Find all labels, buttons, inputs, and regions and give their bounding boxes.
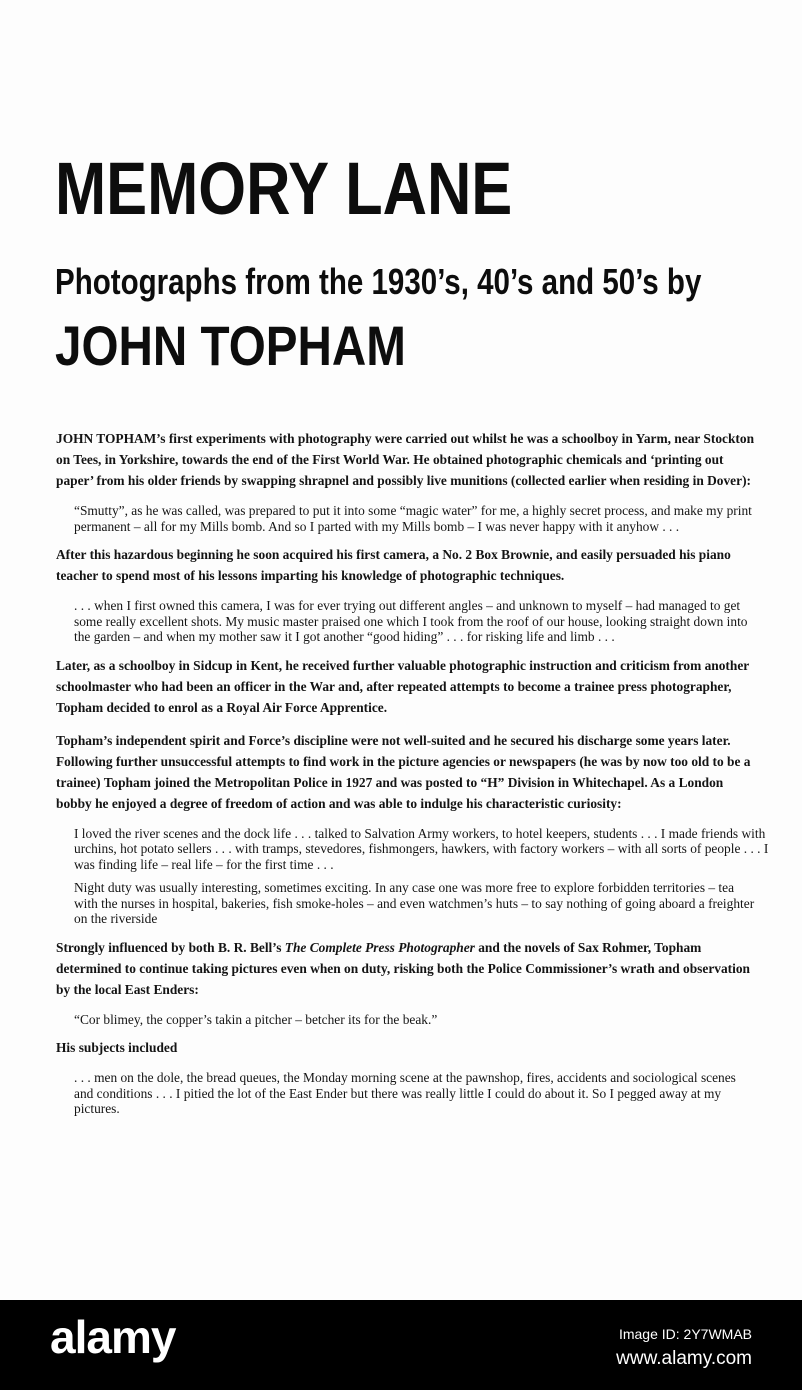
quote-camera-angles: . . . when I first owned this camera, I was for ever trying out different angles – and unknown to myself – had managed to get some really excellent shots. My music master praised one which I took from the roof of our house, looking straight down into the garden – and when my mother saw it I got another “good hiding” . . . for risking life and limb . . . xyxy=(74,598,748,644)
quote-river-scenes: I loved the river scenes and the dock life . . . talked to Salvation Army workers, to hotel keepers, students . . . I made friends with urchins, hot potato sellers . . . with tramps, stevedores, fishmongers, hawkers, with factory workers – with all sorts of people . . . I was finding life – real life – for the first time . . . xyxy=(74,825,769,872)
quote-cor-blimey: “Cor blimey, the copper’s takin a pitcher – betcher its for the beak.” xyxy=(74,1011,438,1027)
article-body xyxy=(56,428,769,1127)
paragraph-sidcup: Later, as a schoolboy in Sidcup in Kent, he received further valuable photographic instruction and criticism from another schoolmaster who had been an officer in the War and, after repeated attempts to become a trainee press photographer, Topham decided to enrol as a Royal Air Force Apprentice. xyxy=(56,657,749,715)
quote-night-duty: Night duty was usually interesting, sometimes exciting. In any case one was more free to explore forbidden territories – tea with the nurses in hospital, bakeries, fish smoke-holes – and even watchmen’s huts – to say nothing of going aboard a freighter on the riverside xyxy=(74,880,755,926)
paragraph-influences xyxy=(56,937,756,1000)
alamy-logo: alamy xyxy=(50,1311,176,1363)
watermark-footer xyxy=(0,1300,802,1390)
paragraph-police: Topham’s independent spirit and Force’s discipline were not well-suited and he secured his discharge some years later. Following further unsuccessful attempts to find work in the picture agencies or newspapers (he was by now too old to be a trainee) Topham joined the Metropolitan Police in 1927 and was posted to “H” Division in Whitechapel. As a London bobby he enjoyed a degree of freedom of action and was able to indulge his characteristic curiosity: xyxy=(56,732,751,811)
paragraph-first-camera: After this hazardous beginning he soon acquired his first camera, a No. 2 Box Brownie, and easily persuaded his piano teacher to spend most of his lessons imparting his knowledge of photographic techniques. xyxy=(56,547,731,583)
influences-text-start: Strongly influenced by both B. R. Bell’s xyxy=(56,939,285,955)
paragraph-early-experiments: JOHN TOPHAM’s first experiments with photography were carried out whilst he was a schoolboy in Yarm, near Stockton on Tees, in Yorkshire, towards the end of the First World War. He obtained photographic chemicals and ‘printing out paper’ from his older friends by swapping shrapnel and possibly live munitions (collected earlier when residing in Dover): xyxy=(56,431,755,488)
paragraph-subjects: His subjects included xyxy=(56,1040,178,1055)
book-title: The Complete Press Photographer xyxy=(284,939,475,955)
quote-subjects: . . . men on the dole, the bread queues, the Monday morning scene at the pawnshop, fires, accidents and sociological scenes and conditions . . . I pitied the lot of the East Ender but there was really little I could do about it. So I pegged away at my pictures. xyxy=(74,1070,736,1116)
influences-text-end: and the novels of Sax Rohmer, Topham determined to continue taking pictures even when on duty, risking both the Police Commissioner’s wrath and observation by the local East Enders: xyxy=(56,939,750,997)
image-id-label: Image ID: 2Y7WMAB xyxy=(618,1326,752,1342)
page-subtitle: Photographs from the 1930’s, 40’s and 50’s by xyxy=(55,261,702,302)
page-title: MEMORY LANE xyxy=(55,147,513,230)
quote-smutty: “Smutty”, as he was called, was prepared to put it into some “magic water” for me, a highly secret process, and make my print permanent – all for my Mills bomb. And so I parted with my Mills bomb – I was never happy with it anyhow . . . xyxy=(74,503,752,534)
author-name: JOHN TOPHAM xyxy=(55,314,406,377)
site-url: www.alamy.com xyxy=(616,1348,752,1369)
